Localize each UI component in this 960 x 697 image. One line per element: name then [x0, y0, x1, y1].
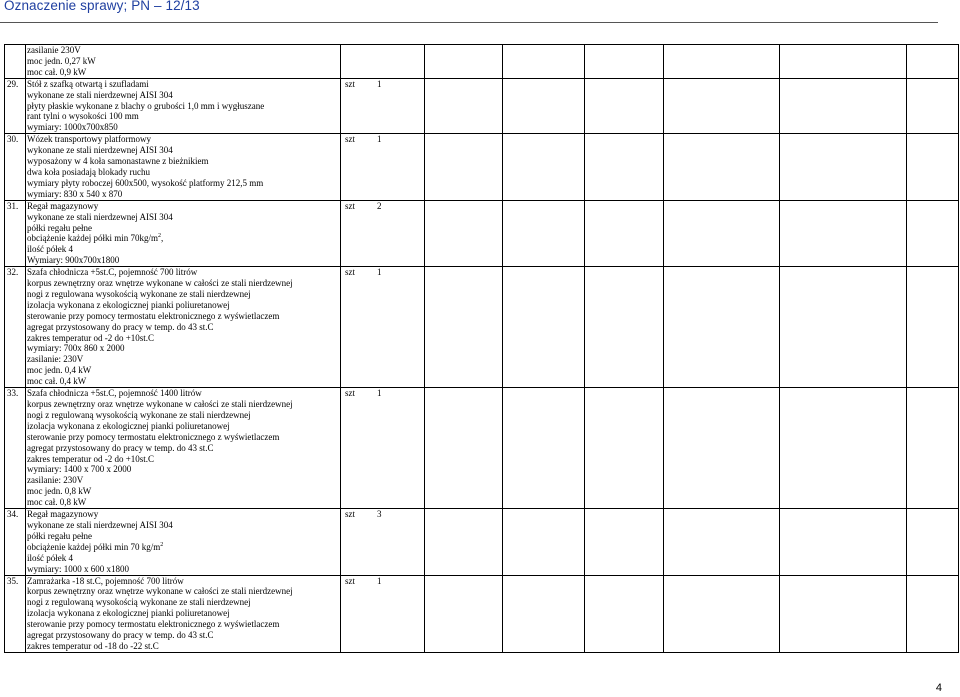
description-line: agregat przystosowany do pracy w temp. do 43 st.C [27, 630, 214, 641]
empty-cell [664, 575, 780, 652]
empty-cell [664, 45, 780, 79]
empty-cell [585, 134, 664, 200]
description-line: zakres temperatur od -2 do +10st.C [27, 453, 155, 464]
unit-quantity [341, 79, 424, 90]
description-line: półki regału pełne [27, 530, 92, 541]
item-description-cell [26, 267, 341, 388]
empty-cell [907, 78, 959, 134]
item-description-cell [26, 134, 341, 200]
description-line: wyposażony w 4 koła samonastawne z bieżnikiem [27, 156, 209, 167]
item-number-cell [5, 388, 26, 509]
unit-label: szt [345, 509, 355, 520]
empty-cell [425, 200, 503, 266]
description-line: Wózek transportowy platformowy [27, 134, 151, 145]
empty-cell [664, 200, 780, 266]
description-line: Stół z szafką otwartą i szufladami [27, 78, 149, 89]
empty-cell [780, 509, 907, 575]
header-rule [0, 22, 938, 23]
item-number: 29. [7, 78, 19, 89]
description-line: sterowanie przy pomocy termostatu elektronicznego z wyświetlaczem [27, 431, 280, 442]
description-line: wymiary: 830 x 540 x 870 [27, 188, 123, 199]
description-line: wymiary płyty roboczej 600x500, wysokość platformy 212,5 mm [27, 177, 264, 188]
unit-label: szt [345, 200, 355, 211]
empty-cell [907, 509, 959, 575]
quantity-value: 1 [377, 134, 382, 145]
description-line: wykonane ze stali nierdzewnej AISI 304 [27, 519, 173, 530]
description-line: ilość półek 4 [27, 244, 73, 255]
item-number-cell [5, 134, 26, 200]
document-header: Oznaczenie sprawy; PN – 12/13 [4, 0, 200, 13]
item-description-cell [26, 200, 341, 266]
item-description-cell [26, 575, 341, 652]
table-row [5, 267, 959, 388]
description-line: obciążenie każdej półki $\min 70kg/m^2$, [27, 233, 164, 244]
description-line: korpus zewnętrzny oraz wnętrze wykonane w całości ze stali nierdzewnej [27, 586, 293, 597]
empty-cell [585, 267, 664, 388]
item-number: 31. [7, 200, 19, 211]
description-line: ilość półek 4 [27, 552, 73, 563]
description-line: wymiary: 700x 860 x 2000 [27, 343, 125, 354]
empty-cell [664, 509, 780, 575]
empty-cell [425, 45, 503, 79]
description-line: wykonane ze stali nierdzewnej AISI 304 [27, 145, 173, 156]
unit-quantity [341, 267, 424, 278]
item-description-cell [26, 78, 341, 134]
spec-table [4, 44, 959, 653]
description-line: wymiary: 1000x700x850 [27, 122, 118, 133]
unit-quantity [341, 201, 424, 212]
item-number-cell [5, 45, 26, 79]
description-line: Regał magazynowy [27, 509, 99, 520]
description-line: moc cał. 0,9 kW [27, 66, 87, 77]
empty-cell [425, 509, 503, 575]
description-line: Wymiary: 900x700x1800 [27, 255, 120, 266]
description-line: izolacja wykonana z ekologicznej pianki poliuretanowej [27, 299, 230, 310]
description-line: sterowanie przy pomocy termostatu elektronicznego z wyświetlaczem [27, 310, 280, 321]
unit-quantity [341, 509, 424, 520]
description-line: Zamrażarka -18 st.C, pojemność 700 litrów [27, 575, 184, 586]
description-line: zasilanie: 230V [27, 354, 84, 365]
quantity-value: 1 [377, 78, 382, 89]
description-line: zasilanie 230V [27, 45, 81, 55]
item-number-cell [5, 78, 26, 134]
unit-label: szt [345, 575, 355, 586]
empty-cell [780, 200, 907, 266]
item-number: 30. [7, 134, 19, 145]
description-line: półki regału pełne [27, 222, 92, 233]
description-line: płyty płaskie wykonane z blachy o grubości 1,0 mm i wygłuszane [27, 100, 265, 111]
empty-cell [664, 78, 780, 134]
table-row [5, 134, 959, 200]
unit-cell [341, 509, 425, 575]
unit-label: szt [345, 267, 355, 278]
empty-cell [585, 509, 664, 575]
description-line: izolacja wykonana z ekologicznej pianki poliuretanowej [27, 608, 230, 619]
empty-cell [503, 509, 585, 575]
description-line: obciążenie każdej półki min 70 $kg/m^2$ [27, 541, 164, 552]
empty-cell [664, 267, 780, 388]
description-line: sterowanie przy pomocy termostatu elektronicznego z wyświetlaczem [27, 619, 280, 630]
description-line: zakres temperatur od -2 do +10st.C [27, 332, 155, 343]
description-line: wykonane ze stali nierdzewnej AISI 304 [27, 89, 173, 100]
unit-cell [341, 267, 425, 388]
empty-cell [503, 134, 585, 200]
empty-cell [780, 45, 907, 79]
item-number-cell [5, 200, 26, 266]
unit-cell [341, 45, 425, 79]
empty-cell [907, 200, 959, 266]
empty-cell [780, 575, 907, 652]
description-line: Szafa chłodnicza +5st.C, pojemność 700 litrów [27, 267, 198, 278]
empty-cell [780, 388, 907, 509]
empty-cell [585, 200, 664, 266]
unit-quantity [341, 134, 424, 145]
empty-cell [585, 45, 664, 79]
quantity-value: 1 [377, 388, 382, 399]
empty-cell [503, 45, 585, 79]
table-row [5, 78, 959, 134]
description-line: agregat przystosowany do pracy w temp. do 43 st.C [27, 442, 214, 453]
table-row [5, 200, 959, 266]
description-line: korpus zewnętrzny oraz wnętrze wykonane w całości ze stali nierdzewnej [27, 278, 293, 289]
page-number: 4 [935, 682, 942, 694]
empty-cell [907, 575, 959, 652]
description-line: nogi z regulowana wysokością wykonane ze stali nierdzewnej [27, 288, 251, 299]
empty-cell [585, 388, 664, 509]
description-line: Szafa chłodnicza +5st.C, pojemność 1400 litrów [27, 388, 202, 399]
item-description-cell [26, 45, 341, 79]
table-row [5, 388, 959, 509]
empty-cell [425, 388, 503, 509]
description-line: wymiary: 1000 x 600 x1800 [27, 563, 129, 574]
empty-cell [503, 267, 585, 388]
unit-quantity [341, 388, 424, 399]
empty-cell [780, 267, 907, 388]
item-number: 34. [7, 509, 19, 520]
unit-quantity [341, 576, 424, 587]
description-line: moc jedn. 0,4 kW [27, 365, 92, 376]
description-line: wykonane ze stali nierdzewnej AISI 304 [27, 211, 173, 222]
empty-cell [503, 575, 585, 652]
empty-cell [907, 134, 959, 200]
description-line: korpus zewnętrzny oraz wnętrze wykonane w całości ze stali nierdzewnej [27, 399, 293, 409]
item-description-cell [26, 388, 341, 509]
quantity-value: 3 [377, 509, 382, 520]
empty-cell [503, 78, 585, 134]
unit-cell [341, 134, 425, 200]
description-line: moc jedn. 0,27 kW [27, 55, 96, 66]
table-row [5, 45, 959, 79]
unit-cell [341, 78, 425, 134]
description-line: dwa koła posiadają blokady ruchu [27, 166, 150, 177]
description-line: moc jedn. 0,8 kW [27, 486, 92, 497]
description-line: nogi z regulowaną wysokością wykonane ze stali nierdzewnej [27, 409, 251, 420]
empty-cell [425, 267, 503, 388]
empty-cell [425, 134, 503, 200]
description-line: rant tylni o wysokości 100 mm [27, 111, 139, 122]
description-line: zasilanie: 230V [27, 475, 84, 486]
item-number-cell [5, 575, 26, 652]
table-row [5, 575, 959, 652]
item-number: 35. [7, 575, 19, 586]
item-number-cell [5, 509, 26, 575]
item-description-cell [26, 509, 341, 575]
empty-cell [907, 267, 959, 388]
empty-cell [907, 45, 959, 79]
item-number: 32. [7, 267, 19, 278]
unit-label: szt [345, 78, 355, 89]
quantity-value: 1 [377, 267, 382, 278]
description-line: izolacja wykonana z ekologicznej pianki poliuretanowej [27, 420, 230, 431]
item-number: 33. [7, 388, 19, 399]
empty-cell [503, 388, 585, 509]
empty-cell [585, 78, 664, 134]
unit-cell [341, 388, 425, 509]
empty-cell [664, 388, 780, 509]
unit-cell [341, 575, 425, 652]
empty-cell [780, 78, 907, 134]
description-line: zakres temperatur od -18 do -22 st.C [27, 640, 159, 651]
unit-label: szt [345, 388, 355, 399]
unit-cell [341, 200, 425, 266]
empty-cell [780, 134, 907, 200]
empty-cell [585, 575, 664, 652]
empty-cell [503, 200, 585, 266]
empty-cell [425, 575, 503, 652]
table-row [5, 509, 959, 575]
empty-cell [664, 134, 780, 200]
description-line: Regał magazynowy [27, 200, 99, 211]
quantity-value: 1 [377, 575, 382, 586]
empty-cell [907, 388, 959, 509]
description-line: agregat przystosowany do pracy w temp. do 43 st.C [27, 321, 214, 332]
unit-label: szt [345, 134, 355, 145]
empty-cell [425, 78, 503, 134]
description-line: wymiary: 1400 x 700 x 2000 [27, 464, 132, 475]
description-line: moc cał. 0,4 kW [27, 376, 87, 387]
item-number-cell [5, 267, 26, 388]
description-line: moc cał. 0,8 kW [27, 497, 87, 508]
description-line: nogi z regulowaną wysokością wykonane ze stali nierdzewnej [27, 597, 251, 608]
quantity-value: 2 [377, 200, 382, 211]
